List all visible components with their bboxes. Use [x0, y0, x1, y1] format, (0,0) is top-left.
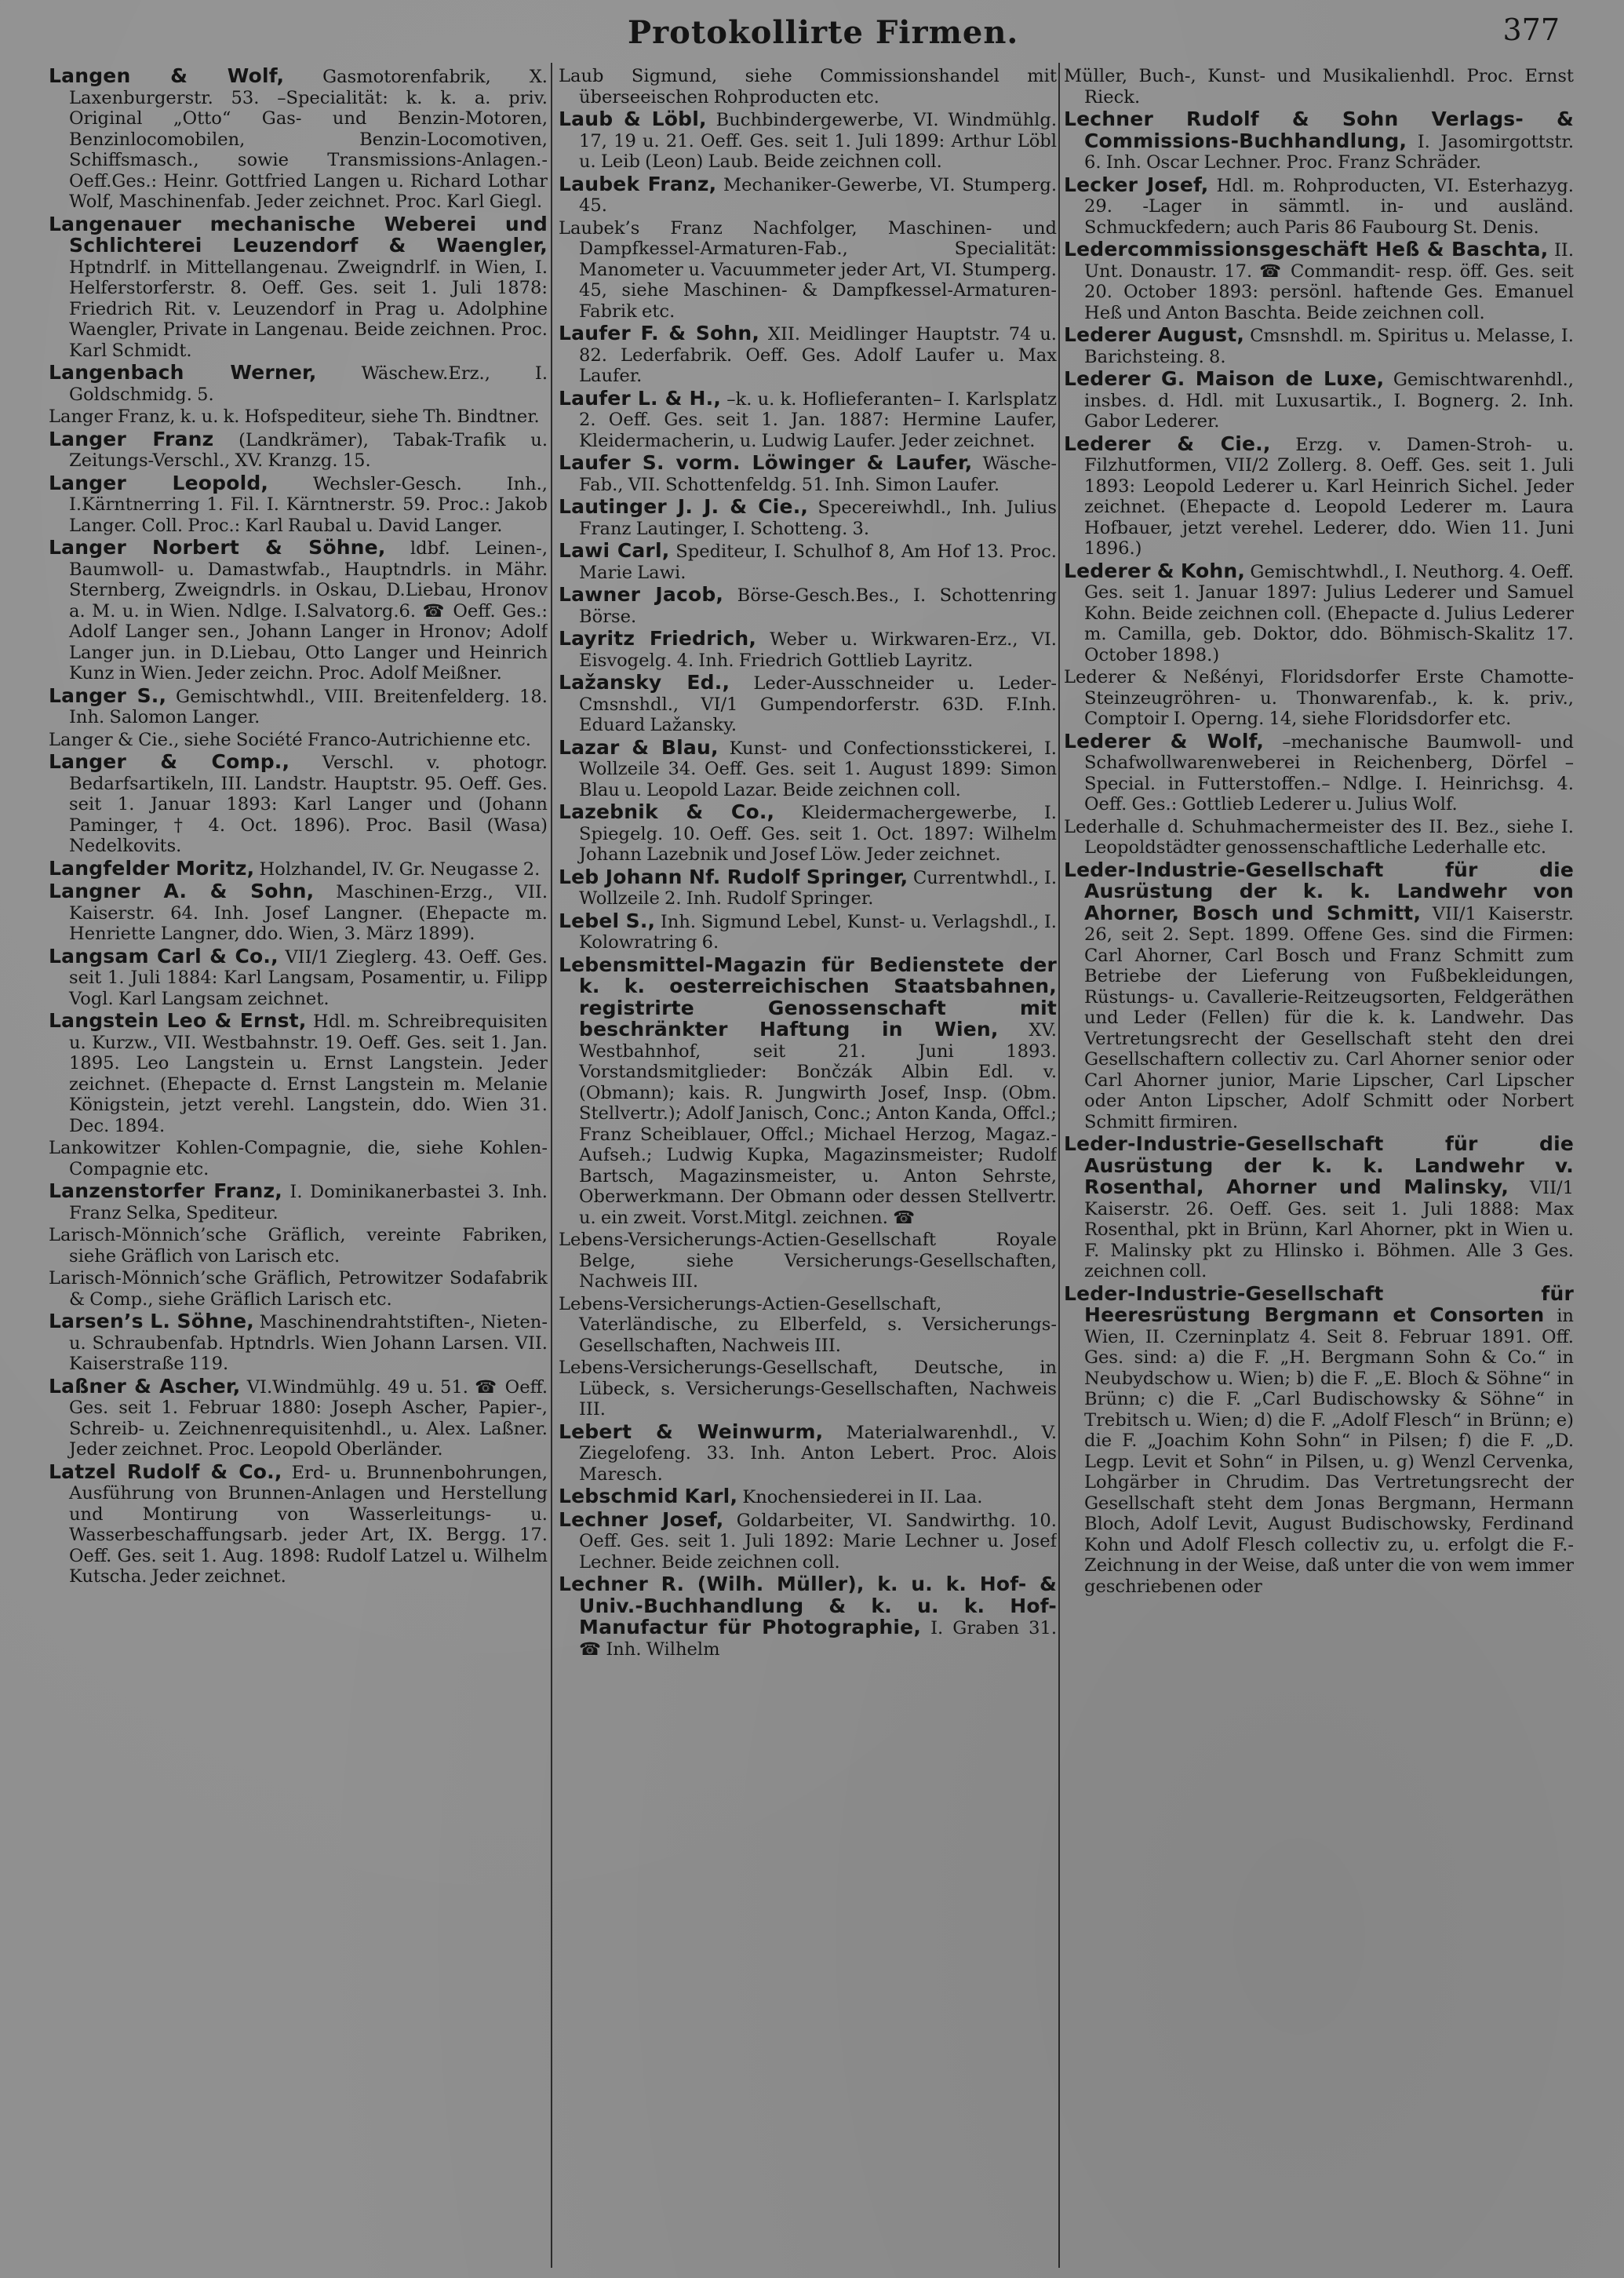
directory-entry: [559, 388, 1057, 452]
firm-details: Kleidermachergewerbe, I. Spiegelg. 10. Oeff. Ges. seit 1. Oct. 1897: Wilhelm Johann Lazebnik und Josef Löw. Jeder zeichnet.: [579, 803, 1057, 865]
firm-name: Langer Franz: [49, 427, 214, 450]
firm-details: Langer Franz, k. u. k. Hofspediteur, siehe Th. Bindtner.: [49, 406, 540, 427]
page-title: Protokollirte Firmen.: [628, 14, 1019, 51]
firm-name: Lechner Josef,: [559, 1507, 724, 1531]
directory-entry: [1064, 731, 1574, 815]
firm-details: Gemischtwhdl., I. Neuthorg. 4. Oeff. Ges. seit 1. Januar 1897: Julius Lederer und Samuel Kohn. Beide zeichnen coll. (Ehepacte d. Julius Lederer m. Camilla, geb. Doktor, ddo. Böhmisch-Skalitz 17. October 1898.): [1084, 561, 1574, 665]
directory-entry: [559, 911, 1057, 953]
firm-name: Lebel S.,: [559, 909, 656, 932]
directory-entry: [49, 1311, 548, 1375]
directory-entry: [1064, 817, 1574, 858]
directory-entry: [1064, 66, 1574, 108]
firm-details: Laub Sigmund, siehe Commissionshandel mit überseeischen Rohproducten etc.: [559, 66, 1057, 108]
firm-details: Hdl. m. Schreibrequisiten u. Kurzw., VII. Westbahnstr. 19. Oeff. Ges. seit 1. Jan. 1895. Leo Langstein u. Ernst Langstein. Jeder zeichnet. (Ehepacte d. Ernst Langstein m. Melanie Königstein, jetzt verehl. Langstein, ddo. Wien 31. Dec. 1894.: [69, 1011, 548, 1136]
directory-entry: [559, 672, 1057, 736]
firm-details: Leder-Ausschneider u. Leder-Cmsnshdl., VI/1 Gumpendorferstr. 63D. F.Inh. Eduard Lažansky.: [579, 673, 1057, 735]
firm-details: Erzg. v. Damen-Stroh- u. Filzhutformen, VII/2 Zollerg. 8. Oeff. Ges. seit 1. Juli 1893: Leopold Lederer u. Karl Heinrich Sichel. Jeder zeichnet. (Ehepacte d. Leopold Lederer m. Laura Hofbauer, jetzt verehel. Lederer, ddo. Wien 11. Juni 1896.): [1084, 434, 1574, 559]
firm-details: Materialwarenhdl., V. Ziegelofeng. 33. Inh. Anton Lebert. Proc. Alois Maresch.: [579, 1422, 1057, 1485]
firm-details: –k. u. k. Hoflieferanten– I. Karlsplatz 2. Oeff. Ges. seit 1. Jan. 1887: Hermine Laufer, Kleidermacherin, u. Ludwig Laufer. Jeder zeichnet.: [579, 388, 1057, 451]
firm-details: I. Jasomirgottstr. 6. Inh. Oscar Lechner. Proc. Franz Schräder.: [1084, 131, 1574, 173]
firm-name: Laubek Franz,: [559, 172, 717, 195]
firm-details: Goldarbeiter, VI. Sandwirthg. 10. Oeff. Ges. seit 1. Juli 1892: Marie Lechner u. Josef Lechner. Beide zeichnen coll.: [579, 1510, 1057, 1573]
directory-entry: [49, 1225, 548, 1267]
firm-name: Latzel Rudolf & Co.,: [49, 1460, 282, 1483]
firm-details: Gasmotorenfabrik, X. Laxenburgerstr. 53. –Specialität: k. k. a. priv. Original „Otto“ Gas- und Benzin-Motoren, Benzinlocomobilen, Benzin-Locomotiven, Schiffsmasch., sowie Transmissions-Anlagen.- Oeff.Ges.: Heinr. Gottfried Langen u. Richard Lothar Wolf, Maschinenfab. Jeder zeichnet. Proc. Karl Giegl.: [69, 67, 548, 212]
firm-details: VII/1 Zieglerg. 43. Oeff. Ges. seit 1. Juli 1884: Karl Langsam, Posamentir, u. Filipp Vogl. Karl Langsam zeichnet.: [69, 946, 548, 1009]
directory-entry: [49, 538, 548, 684]
firm-name: Laufer L. & H.,: [559, 386, 722, 410]
directory-entry: [559, 1358, 1057, 1420]
directory-entry: [1064, 325, 1574, 367]
firm-name: Lederer & Cie.,: [1064, 432, 1271, 455]
directory-entry: [1064, 1281, 1574, 1598]
firm-details: Larisch-Mönnich’sche Gräflich, vereinte Fabriken, siehe Gräflich von Larisch etc.: [49, 1225, 548, 1267]
firm-name: Langer S.,: [49, 683, 167, 707]
directory-entry: [1064, 175, 1574, 239]
firm-details: Erd- u. Brunnenbohrungen, Ausführung von Brunnen-Anlagen und Herstellung und Montirung von Wasserleitungs- u. Wasserbeschaffungsarb. jeder Art, IX. Bergg. 17. Oeff. Ges. seit 1. Aug. 1898: Rudolf Latzel u. Wilhelm Kutscha. Jeder zeichnet.: [69, 1462, 548, 1587]
firm-details: Laubek’s Franz Nachfolger, Maschinen- und Dampfkessel-Armaturen-Fab., Specialität: Manometer u. Vacuummeter jeder Art, VI. Stumperg. 45, siehe Maschinen- & Dampfkessel-Armaturen-Fabrik etc.: [559, 217, 1057, 322]
firm-details: Currentwhdl., I. Wollzeile 2. Inh. Rudolf Springer.: [579, 867, 1057, 909]
directory-entry: [559, 629, 1057, 671]
directory-entry: [559, 1574, 1057, 1660]
firm-name: Laufer F. & Sohn,: [559, 322, 760, 344]
directory-entry: [559, 867, 1057, 909]
directory-entry: [559, 66, 1057, 108]
firm-name: Lebschmid Karl,: [559, 1485, 738, 1507]
firm-name: Lanzenstorfer Franz,: [49, 1179, 282, 1202]
directory-entry: [559, 218, 1057, 323]
directory-entry: [559, 497, 1057, 539]
text-column-left: [49, 66, 548, 2263]
directory-entry: [559, 955, 1057, 1229]
firm-name: Langsam Carl & Co.,: [49, 944, 279, 968]
firm-details: Hdl. m. Rohproducten, VI. Esterhazyg. 29. -Lager in sämmtl. in- und ausländ. Schmuckfedern; auch Paris 86 Faubourg St. Denis.: [1084, 175, 1574, 238]
column-divider: [1058, 63, 1060, 2268]
firm-details: Lebens-Versicherungs-Gesellschaft, Deutsche, in Lübeck, s. Versicherungs-Gesellschaften, Nachweis III.: [559, 1358, 1057, 1420]
directory-entry: [1064, 1134, 1574, 1282]
firm-details: Gemischtwhdl., VIII. Breitenfelderg. 18. Inh. Salomon Langer.: [69, 686, 548, 727]
page-header: [0, 11, 1624, 58]
firm-details: Gemischtwarenhdl., insbes. d. Hdl. mit Luxusartik., I. Bognerg. 2. Inh. Gabor Lederer.: [1084, 370, 1574, 432]
firm-details: Lebens-Versicherungs-Actien-Gesellschaft, Vaterländische, zu Elberfeld, s. Versicherungs-Gesellschaften, Nachweis III.: [559, 1293, 1057, 1356]
firm-name: Lederer G. Maison de Luxe,: [1064, 367, 1385, 390]
firm-details: Inh. Sigmund Lebel, Kunst- u. Verlagshdl., I. Kolowratring 6.: [579, 911, 1057, 953]
firm-details: Hptndrlf. in Mittellangenau. Zweigndrlf. in Wien, I. Helferstorferstr. 8. Oeff. Ges. seit 1. Juli 1878: Friedrich Rit. v. Leuzendorf in Prag u. Adolphine Waengler, Private in Langenau. Beide zeichnen. Proc. Karl Schmidt.: [69, 257, 548, 361]
firm-details: VII/1 Kaiserstr. 26, seit 2. Sept. 1899. Offene Ges. sind die Firmen: Carl Ahorner, Carl Bosch und Franz Schmitt zum Betriebe der Lieferung von Fußbekleidungen, Rüstungs- u. Cavallerie-Reitzeugsorten, Feldgeräthen und Leder (Fellen) für die k. k. Landwehr. Das Vertretungsrecht der Gesellschaft steht den drei Gesellschaftern collectiv zu. Carl Ahorner senior oder Carl Ahorner junior, Marie Lipscher, Carl Lipscher oder Anton Lipscher, Adolf Schmitt oder Norbert Schmitt firmiren.: [1084, 903, 1574, 1132]
firm-details: I. Dominikanerbastei 3. Inh. Franz Selka, Spediteur.: [69, 1182, 548, 1223]
directory-entry: [559, 735, 1057, 801]
directory-entry: [1064, 860, 1574, 1133]
firm-name: Langner A. & Sohn,: [49, 880, 315, 902]
firm-details: Lederhalle d. Schuhmachermeister des II. Bez., siehe I. Leopoldstädter genossenschaftliche Lederhalle etc.: [1064, 816, 1574, 858]
directory-entry: [1064, 109, 1574, 173]
directory-entry: [559, 1230, 1057, 1292]
firm-details: Kunst- und Confectionsstickerei, I. Wollzeile 34. Oeff. Ges. seit 1. August 1899: Simon Blau u. Leopold Lazar. Beide zeichnen coll.: [579, 738, 1057, 800]
directory-entry: [559, 541, 1057, 583]
firm-details: Larisch-Mönnich’sche Gräflich, Petrowitzer Sodafabrik & Comp., siehe Gräflich Larisch etc.: [49, 1268, 548, 1310]
firm-details: VI.Windmühlg. 49 u. 51. ☎ Oeff. Ges. seit 1. Februar 1880: Joseph Ascher, Papier-, Schreib- u. Zeichnenrequisitenhdl., u. Alex. Laßner. Jeder zeichnet. Proc. Leopold Oberländer.: [69, 1376, 548, 1460]
directory-entry: [49, 66, 548, 213]
directory-entry: [559, 453, 1057, 495]
directory-entry: [559, 1507, 1057, 1573]
firm-name: Langer Leopold,: [49, 471, 269, 494]
firm-details: Verschl. v. photogr. Bedarfsartikeln, III. Landstr. Hauptstr. 95. Oeff. Ges. seit 1. Januar 1893: Karl Langer und (Johann Paminger, † 4. Oct. 1896). Proc. Basil (Wasa) Nedelkovits.: [69, 753, 548, 856]
directory-entry: [49, 1376, 548, 1460]
firm-details: Lederer & Neßényi, Floridsdorfer Erste Chamotte-Steinzeugröhren- u. Thonwarenfab., k. k. priv., Comptoir I. Operng. 14, siehe Floridsdorfer etc.: [1064, 667, 1574, 729]
directory-entry: [559, 109, 1057, 173]
firm-name: Lawner Jacob,: [559, 583, 724, 606]
text-column-right: [1064, 66, 1574, 2263]
directory-entry: [49, 1011, 548, 1136]
directory-entry: [1064, 667, 1574, 730]
page-number: 377: [1502, 13, 1560, 47]
firm-name: Ledercommissionsgeschäft Heß & Baschta,: [1064, 238, 1549, 261]
directory-entry: [559, 802, 1057, 866]
firm-name: Lechner Rudolf & Sohn Verlags- & Commissions-Buchhandlung,: [1064, 108, 1574, 152]
firm-details: Lebens-Versicherungs-Actien-Gesellschaft Royale Belge, siehe Versicherungs-Gesellschaften, Nachweis III.: [559, 1230, 1057, 1292]
directory-entry: [49, 858, 548, 880]
firm-details: Specereiwhdl., Inh. Julius Franz Lautinger, I. Schotteng. 3.: [579, 498, 1057, 539]
directory-entry: [49, 752, 548, 857]
directory-entry: [559, 1294, 1057, 1357]
firm-details: Lankowitzer Kohlen-Compagnie, die, siehe Kohlen-Compagnie etc.: [49, 1138, 548, 1179]
directory-entry: [49, 730, 548, 751]
firm-name: Leb Johann Nf. Rudolf Springer,: [559, 865, 908, 888]
text-column-middle: [559, 66, 1057, 2263]
directory-entry: [49, 473, 548, 537]
firm-name: Langenauer mechanische Weberei und Schlichterei Leuzendorf & Waengler,: [49, 212, 548, 257]
directory-entry: [49, 1138, 548, 1179]
firm-details: Börse-Gesch.Bes., I. Schottenring Börse.: [579, 585, 1057, 627]
directory-entry: [1064, 369, 1574, 432]
directory-entry: [49, 683, 548, 728]
firm-name: Langfelder Moritz,: [49, 856, 255, 880]
directory-entry: [1064, 434, 1574, 559]
directory-entry: [559, 1486, 1057, 1508]
firm-name: Langer & Comp.,: [49, 750, 290, 773]
firm-name: Lederer & Kohn,: [1064, 559, 1246, 582]
firm-details: (Landkrämer), Tabak-Trafik u. Zeitungs-Verschl., XV. Kranzg. 15.: [69, 429, 548, 471]
firm-details: VII/1 Kaiserstr. 26. Oeff. Ges. seit 1. Juli 1888: Max Rosenthal, pkt in Brünn, Karl Ahorner, pkt in Wien u. F. Malinsky pkt zu Hlinsko i. Böhmen. Alle 3 Ges. zeichnen coll.: [1084, 1178, 1574, 1281]
directory-entry: [1064, 239, 1574, 323]
directory-entry: [559, 585, 1057, 627]
directory-entry: [49, 429, 548, 472]
firm-details: Knochensiederei in II. Laa.: [737, 1487, 983, 1507]
firm-name: Layritz Friedrich,: [559, 627, 757, 650]
directory-entry: [1064, 561, 1574, 666]
firm-name: Leder-Industrie-Gesellschaft für Heeresrüstung Bergmann et Consorten: [1064, 1281, 1574, 1326]
column-divider: [551, 63, 552, 2268]
firm-name: Leder-Industrie-Gesellschaft für die Ausrüstung der k. k. Landwehr von Ahorner, Bosch und Schmitt,: [1064, 858, 1574, 924]
firm-name: Lažansky Ed.,: [559, 671, 730, 694]
directory-entry: [49, 881, 548, 945]
firm-name: Langen & Wolf,: [49, 66, 285, 87]
directory-entry: [49, 946, 548, 1010]
firm-name: Lebensmittel-Magazin für Bedienstete der k. k. oesterreichischen Staatsbahnen, registrirte Genossenschaft mit beschränkter Haftung in Wien,: [559, 953, 1057, 1041]
firm-details: Wäsche-Fab., VII. Schottenfeldg. 51. Inh. Simon Laufer.: [579, 454, 1057, 495]
firm-name: Lautinger J. J. & Cie.,: [559, 495, 809, 518]
directory-entry: [49, 214, 548, 362]
firm-name: Lederer August,: [1064, 323, 1245, 346]
firm-name: Laufer S. vorm. Löwinger & Laufer,: [559, 451, 973, 474]
firm-details: Holzhandel, IV. Gr. Neugasse 2.: [254, 858, 541, 880]
directory-entry: [559, 174, 1057, 217]
directory-entry: [559, 323, 1057, 387]
firm-name: Lawi Carl,: [559, 539, 670, 562]
firm-details: in Wien, II. Czerninplatz 4. Seit 8. Februar 1891. Off. Ges. sind: a) die F. „H. Bergmann Sohn & Co.“ in Neubydschow u. Wien; b) die F. „E. Bloch & Söhne“ in Brünn; c) die F. „Carl Budischowsky & Söhne“ in Trebitsch u. Wien; d) die F. „Adolf Flesch“ in Brünn; e) die F. „Joachim Kohn Sohn“ in Pilsen; f) die F. „D. Legp. Levit et Sohn“ in Pilsen, u. g) Wenzl Cervenka, Lohgärber in Chrudim. Das Vertretungsrecht der Gesellschaft steht dem Jonas Bergmann, Hermann Bloch, Adolf Levit, August Budischowsky, Ferdinand Kohn und Adolf Flesch collectiv zu, u. erfolgt die F.-Zeichnung in der Weise, daß unter die von wem immer geschriebenen oder: [1084, 1306, 1574, 1597]
firm-name: Langenbach Werner,: [49, 361, 317, 384]
firm-name: Laßner & Ascher,: [49, 1374, 241, 1398]
firm-name: Lechner R. (Wilh. Müller), k. u. k. Hof- & Univ.-Buchhandlung & k. u. k. Hof-Manufactur für Photographie,: [559, 1573, 1057, 1638]
firm-details: II. Unt. Donaustr. 17. ☎ Commandit- resp. öff. Ges. seit 20. October 1893: persönl. haftende Ges. Emanuel Heß und Anton Baschta. Beide zeichnen coll.: [1084, 240, 1574, 323]
firm-details: XII. Meidlinger Hauptstr. 74 u. 82. Lederfabrik. Oeff. Ges. Adolf Laufer u. Max Laufer.: [579, 324, 1057, 386]
firm-details: Weber u. Wirkwaren-Erz., VI. Eisvogelg. 4. Inh. Friedrich Gottlieb Layritz.: [579, 629, 1057, 671]
firm-name: Langer Norbert & Söhne,: [49, 536, 386, 559]
firm-details: Spediteur, I. Schulhof 8, Am Hof 13. Proc. Marie Lawi.: [579, 541, 1057, 583]
firm-name: Langstein Leo & Ernst,: [49, 1009, 307, 1032]
directory-entry: [559, 1422, 1057, 1485]
firm-details: Cmsnshdl. m. Spiritus u. Melasse, I. Barichsteing. 8.: [1084, 326, 1574, 367]
firm-details: Müller, Buch-, Kunst- und Musikalienhdl. Proc. Ernst Rieck.: [1064, 66, 1574, 108]
firm-name: Lecker Josef,: [1064, 173, 1209, 196]
firm-name: Lederer & Wolf,: [1064, 729, 1265, 753]
directory-entry: [49, 406, 548, 428]
directory-entry: [49, 1462, 548, 1587]
firm-name: Laub & Löbl,: [559, 108, 707, 130]
firm-details: ldbf. Leinen-, Baumwoll- u. Damastwfab., Hauptndrls. in Mähr. Sternberg, Zweigndrls. in Oskau, D.Liebau, Hronov a. M. u. in Wien. Ndlge. I.Salvatorg.6. ☎ Oeff. Ges.: Adolf Langer sen., Johann Langer in Hronov; Adolf Langer jun. in D.Liebau, Otto Langer und Heinrich Kunz in Wien. Jeder zeichn. Proc. Adolf Meißner.: [69, 538, 548, 683]
firm-name: Lazar & Blau,: [559, 735, 719, 759]
firm-name: Lazebnik & Co.,: [559, 800, 775, 823]
firm-name: Larsen’s L. Söhne,: [49, 1310, 254, 1332]
firm-details: XV. Westbahnhof, seit 21. Juni 1893. Vorstandsmitglieder: Bončzák Albin Edl. v. (Obmann); kais. R. Jungwirth Josef, Insp. (Obm. Stellvertr.); Adolf Janisch, Conc.; Anton Kanda, Offcl.; Franz Scheiblauer, Offcl.; Michael Herzog, Magaz.-Aufseh.; Ludwig Kupka, Magazinsmeister; Rudolf Bartsch, Magazinsmeister, u. Anton Sehrste, Oberwerkmann. Der Obmann oder dessen Stellvertr. u. ein zweit. Vorst.Mitgl. zeichnen. ☎: [579, 1020, 1057, 1228]
firm-details: Wäschew.Erz., I. Goldschmidg. 5.: [69, 363, 548, 405]
firm-details: I. Graben 31. ☎ Inh. Wilhelm: [579, 1618, 1057, 1660]
firm-name: Leder-Industrie-Gesellschaft für die Ausrüstung der k. k. Landwehr v. Rosenthal, Ahorner und Malinsky,: [1064, 1132, 1574, 1198]
directory-entry: [49, 363, 548, 405]
firm-details: Mechaniker-Gewerbe, VI. Stumperg. 45.: [579, 174, 1057, 216]
directory-entry: [49, 1181, 548, 1223]
firm-details: Buchbindergewerbe, VI. Windmühlg. 17, 19 u. 21. Oeff. Ges. seit 1. Juli 1899: Arthur Löbl u. Leib (Leon) Laub. Beide zeichnen coll.: [579, 110, 1057, 172]
firm-details: Langer & Cie., siehe Société Franco-Autrichienne etc.: [49, 729, 531, 750]
directory-entry: [49, 1268, 548, 1310]
firm-details: Wechsler-Gesch. Inh., I.Kärntnerring 1. Fil. I. Kärntnerstr. 59. Proc.: Jakob Langer. Coll. Proc.: Karl Raubal u. David Langer.: [69, 473, 548, 536]
firm-details: –mechanische Baumwoll- und Schafwollwarenweberei in Reichenberg, Dörfel – Special. in Futterstoffen.– Ndlge. I. Heinrichsg. 4. Oeff. Ges.: Gottlieb Lederer u. Julius Wolf.: [1084, 731, 1574, 815]
firm-details: Maschinendrahtstiften-, Nieten- u. Schraubenfab. Hptndrls. Wien Johann Larsen. VII. Kaiserstraße 119.: [69, 1312, 548, 1374]
firm-name: Lebert & Weinwurm,: [559, 1420, 824, 1443]
firm-details: Maschinen-Erzg., VII. Kaiserstr. 64. Inh. Josef Langner. (Ehepacte m. Henriette Langner, ddo. Wien, 3. März 1899).: [69, 882, 548, 944]
